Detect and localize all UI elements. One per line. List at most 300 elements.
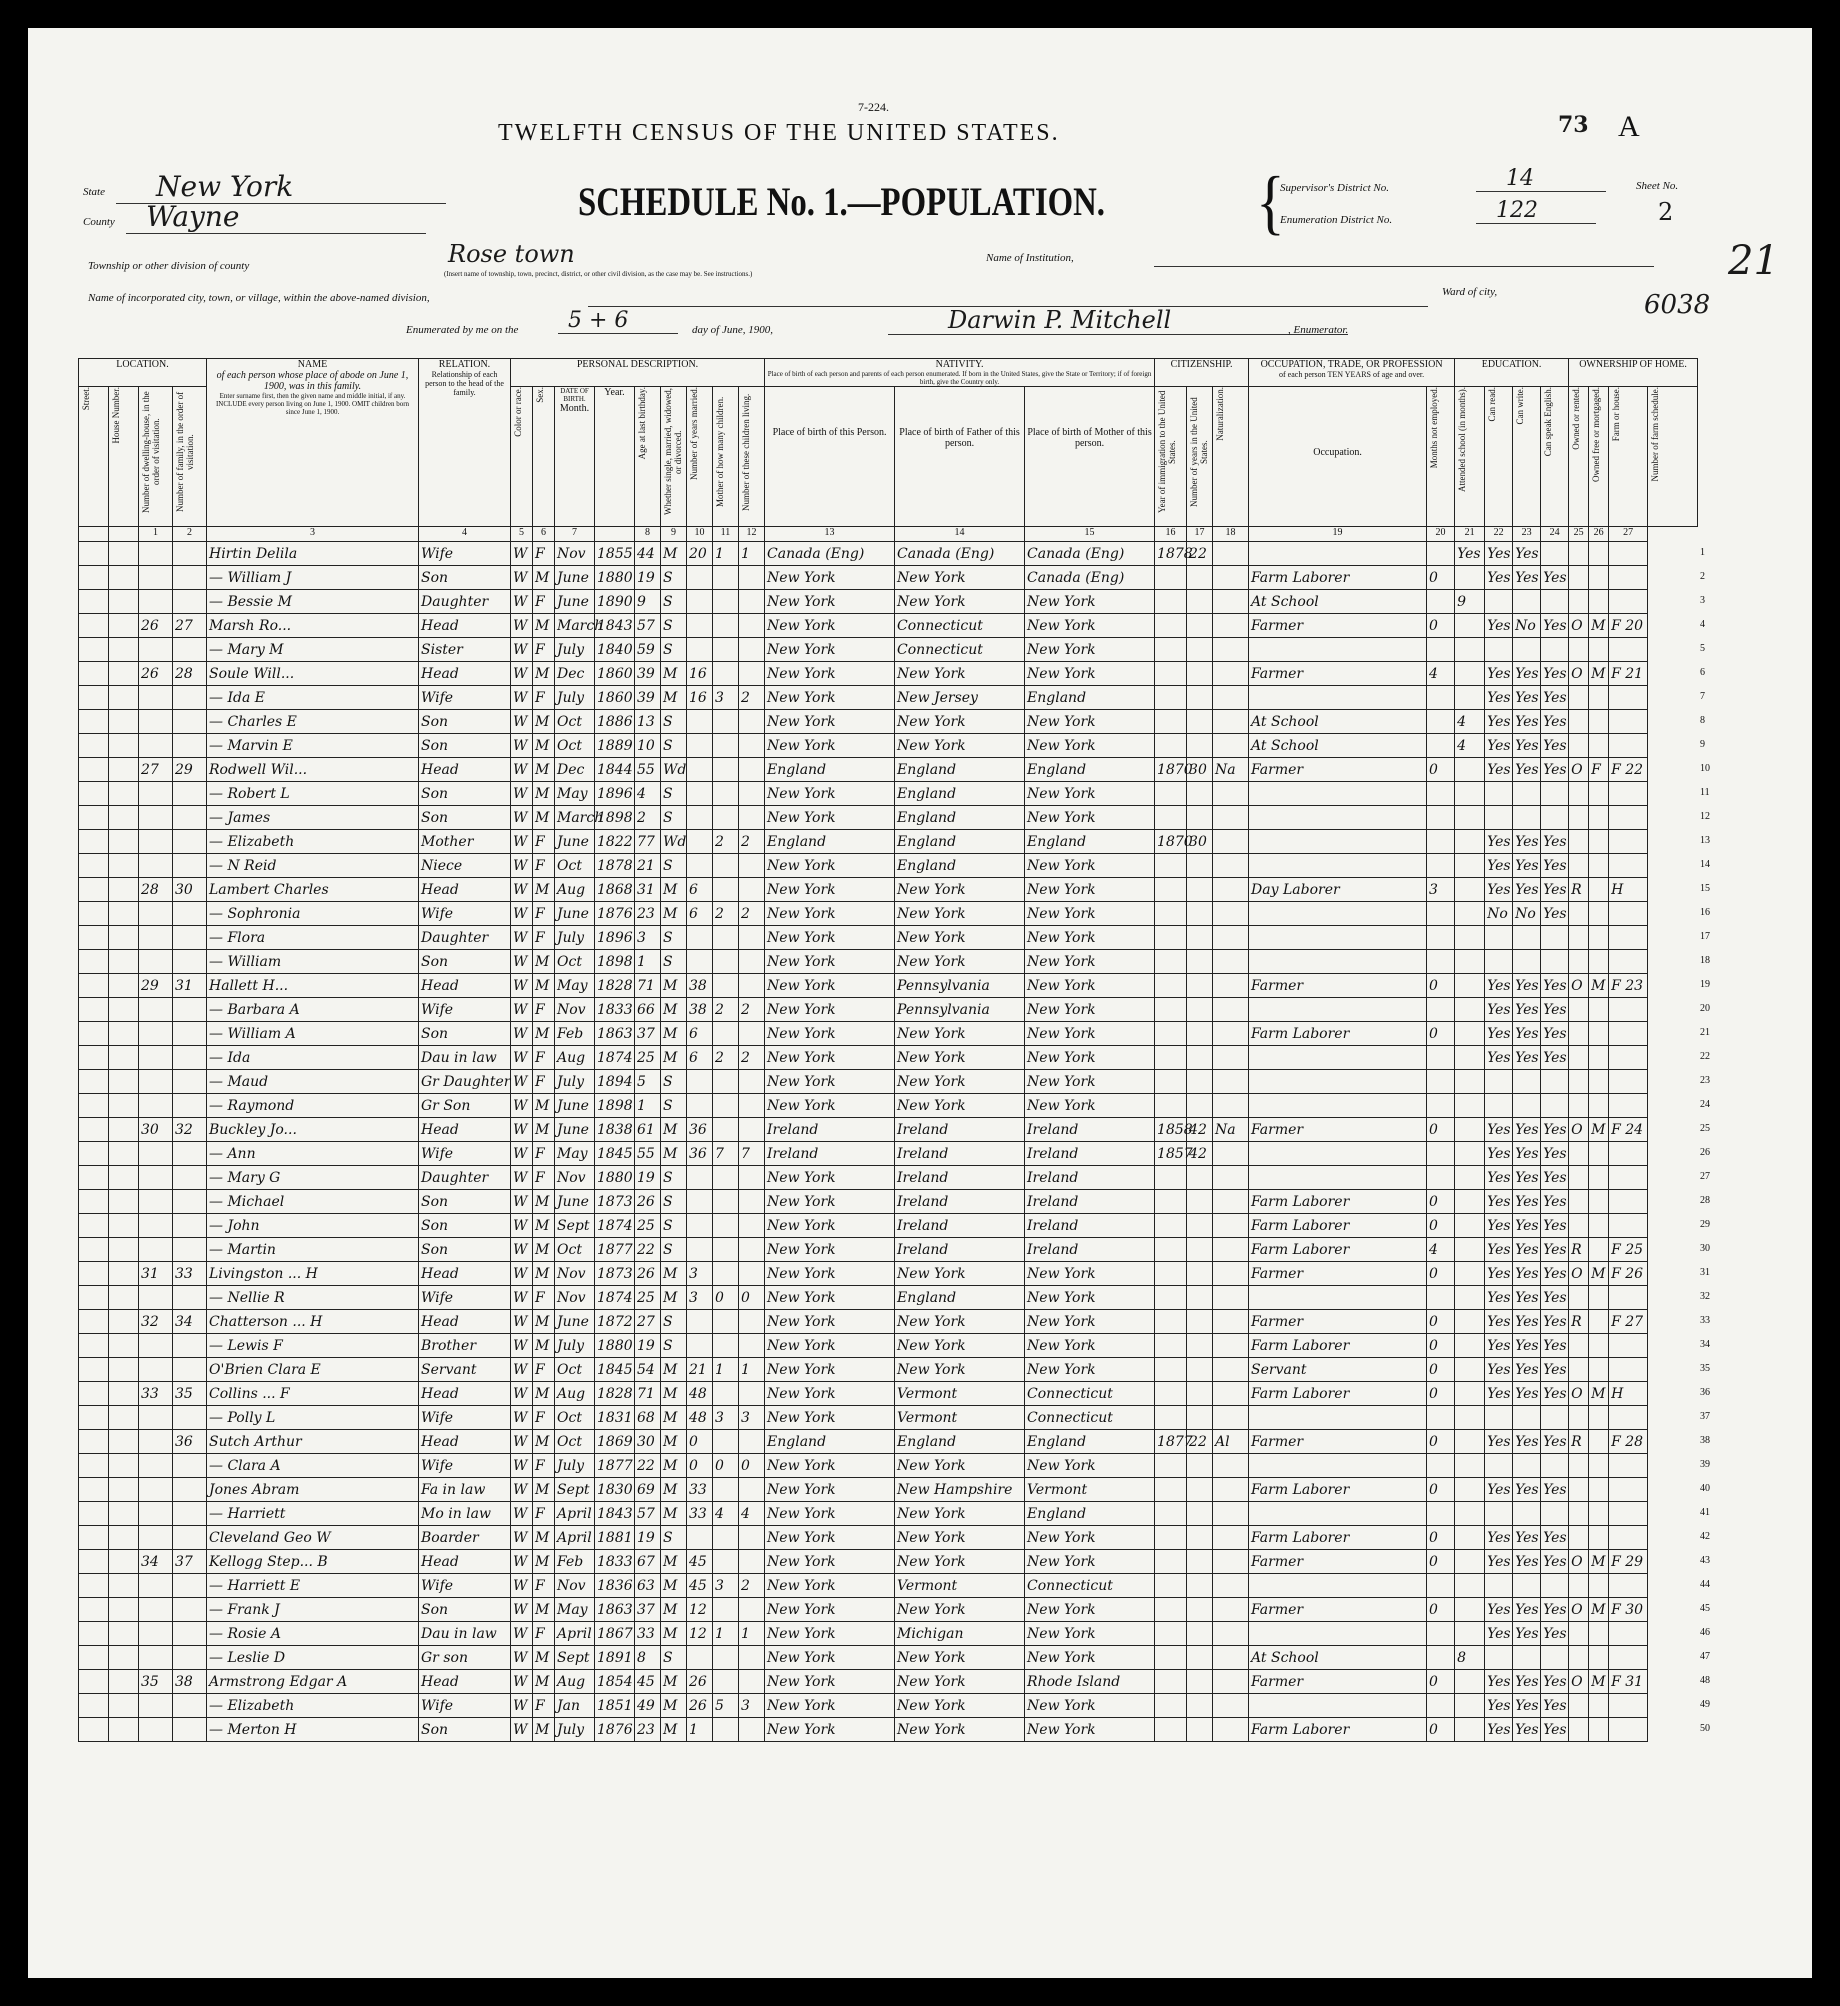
- birth-year-cell: 1843: [595, 614, 635, 638]
- color-cell: W: [511, 1286, 533, 1310]
- free-mortgaged-cell: [1589, 1286, 1609, 1310]
- township-note: (Insert name of township, town, precinct, district, or other civil division, as the case may be. See instructions.): [444, 270, 753, 278]
- age-cell: 13: [635, 710, 661, 734]
- dwelling-number-cell: [139, 1046, 173, 1070]
- owned-rented-cell: [1569, 566, 1589, 590]
- line-number: 5: [1700, 642, 1705, 654]
- years-in-us-cell: [1187, 1190, 1213, 1214]
- years-in-us-cell: [1187, 1166, 1213, 1190]
- occupation-cell: At School: [1249, 734, 1427, 758]
- naturalization-cell: [1213, 806, 1249, 830]
- immigration-year-cell: [1155, 1646, 1187, 1670]
- school-months-cell: [1455, 1070, 1485, 1094]
- relation-cell: Dau in law: [419, 1046, 511, 1070]
- line-number: 37: [1700, 1410, 1710, 1422]
- naturalization-cell: [1213, 1358, 1249, 1382]
- birth-month-cell: July: [555, 926, 595, 950]
- age-cell: 25: [635, 1046, 661, 1070]
- owned-rented-cell: O: [1569, 1550, 1589, 1574]
- table-row: [79, 1670, 1698, 1694]
- can-speak-english-cell: Yes: [1541, 1694, 1569, 1718]
- table-row: [79, 1526, 1698, 1550]
- family-number-cell: [173, 830, 207, 854]
- age-cell: 22: [635, 1454, 661, 1478]
- months-unemployed-cell: 0: [1427, 1526, 1455, 1550]
- free-mortgaged-cell: [1589, 1238, 1609, 1262]
- owned-rented-cell: [1569, 734, 1589, 758]
- name-cell: — Raymond: [207, 1094, 419, 1118]
- family-number-cell: [173, 1454, 207, 1478]
- street-cell: [79, 1334, 109, 1358]
- birthplace-mother-cell: New York: [1025, 782, 1155, 806]
- family-number-cell: [173, 1358, 207, 1382]
- house-number-cell: [109, 662, 139, 686]
- mother-of-cell: [713, 1478, 739, 1502]
- age-cell: 8: [635, 1646, 661, 1670]
- family-number-cell: [173, 734, 207, 758]
- column-number: 1: [139, 527, 173, 542]
- immigration-year-cell: [1155, 1622, 1187, 1646]
- owned-rented-cell: [1569, 1358, 1589, 1382]
- years-married-cell: 0: [687, 1430, 713, 1454]
- can-read-cell: [1485, 1454, 1513, 1478]
- name-cell: Rodwell Wil...: [207, 758, 419, 782]
- age-cell: 37: [635, 1022, 661, 1046]
- owned-rented-cell: [1569, 1022, 1589, 1046]
- table-row: [79, 1166, 1698, 1190]
- street-cell: [79, 1694, 109, 1718]
- column-number: 7: [555, 527, 595, 542]
- birth-year-cell: 1880: [595, 1334, 635, 1358]
- free-mortgaged-cell: [1589, 806, 1609, 830]
- birthplace-person-cell: Ireland: [765, 1118, 895, 1142]
- name-cell: Chatterson ... H: [207, 1310, 419, 1334]
- children-living-cell: [739, 758, 765, 782]
- age-cell: 71: [635, 1382, 661, 1406]
- mother-of-cell: [713, 782, 739, 806]
- occupation-note: of each person TEN YEARS of age and over.: [1279, 370, 1425, 379]
- schedule-title: SCHEDULE No. 1.—POPULATION.: [578, 179, 1105, 224]
- mother-of-cell: [713, 566, 739, 590]
- street-cell: [79, 1214, 109, 1238]
- years-in-us-cell: [1187, 974, 1213, 998]
- can-write-cell: Yes: [1513, 1670, 1541, 1694]
- birthplace-father-cell: England: [895, 1286, 1025, 1310]
- free-mortgaged-cell: [1589, 1526, 1609, 1550]
- years-in-us-cell: [1187, 1526, 1213, 1550]
- free-mortgaged-cell: [1589, 902, 1609, 926]
- column-number: 23: [1513, 527, 1541, 542]
- birth-year-cell: 1828: [595, 1382, 635, 1406]
- years-married-cell: [687, 1238, 713, 1262]
- birth-month-cell: Nov: [555, 1574, 595, 1598]
- occupation-cell: Farmer: [1249, 1598, 1427, 1622]
- mother-of-cell: [713, 662, 739, 686]
- name-cell: — Charles E: [207, 710, 419, 734]
- years-married-cell: 12: [687, 1598, 713, 1622]
- street-cell: [79, 1190, 109, 1214]
- color-cell: W: [511, 1310, 533, 1334]
- free-mortgaged-cell: [1589, 1502, 1609, 1526]
- can-speak-english-cell: [1541, 806, 1569, 830]
- years-in-us-cell: [1187, 1406, 1213, 1430]
- sex-cell: M: [533, 1598, 555, 1622]
- years-married-cell: 33: [687, 1478, 713, 1502]
- col-can-write: [1513, 387, 1541, 527]
- years-in-us-cell: [1187, 1094, 1213, 1118]
- can-read-cell: Yes: [1485, 686, 1513, 710]
- dwelling-number-cell: [139, 1358, 173, 1382]
- can-speak-english-cell: [1541, 542, 1569, 566]
- house-number-cell: [109, 998, 139, 1022]
- birth-year-cell: 1877: [595, 1238, 635, 1262]
- birthplace-father-cell: New York: [895, 1310, 1025, 1334]
- sex-cell: M: [533, 1214, 555, 1238]
- farm-schedule-cell: [1609, 542, 1648, 566]
- farm-schedule-cell: [1609, 782, 1648, 806]
- color-cell: W: [511, 1646, 533, 1670]
- can-speak-header: Can speak English.: [1543, 387, 1554, 457]
- can-read-cell: Yes: [1485, 974, 1513, 998]
- children-living-cell: 2: [739, 830, 765, 854]
- relation-cell: Mother: [419, 830, 511, 854]
- school-months-cell: [1455, 1598, 1485, 1622]
- line-number: 41: [1700, 1506, 1710, 1518]
- children-living-cell: [739, 1166, 765, 1190]
- house-number-cell: [109, 1118, 139, 1142]
- birthplace-mother-cell: England: [1025, 758, 1155, 782]
- birth-month-cell: Sept: [555, 1646, 595, 1670]
- can-read-cell: Yes: [1485, 998, 1513, 1022]
- name-note: Enter surname first, then the given name and middle initial, if any. INCLUDE every person living on June 1, 1900. OMIT children born since June 1, 1900.: [215, 392, 410, 416]
- farm-schedule-cell: [1609, 1694, 1648, 1718]
- dwelling-number-cell: [139, 806, 173, 830]
- birthplace-mother-cell: New York: [1025, 1646, 1155, 1670]
- mother-of-cell: [713, 1118, 739, 1142]
- relation-cell: Son: [419, 1022, 511, 1046]
- free-mortgaged-cell: [1589, 1046, 1609, 1070]
- color-cell: W: [511, 1070, 533, 1094]
- birthplace-father-cell: New Jersey: [895, 686, 1025, 710]
- immigration-year-cell: [1155, 1070, 1187, 1094]
- immigration-year-cell: [1155, 1406, 1187, 1430]
- table-row: [79, 782, 1698, 806]
- relation-cell: Daughter: [419, 1166, 511, 1190]
- birth-year-cell: 1876: [595, 902, 635, 926]
- table-row: [79, 854, 1698, 878]
- age-cell: 27: [635, 1310, 661, 1334]
- can-write-cell: No: [1513, 614, 1541, 638]
- occupation-header: Occupation.: [1313, 447, 1362, 458]
- naturalization-cell: [1213, 710, 1249, 734]
- line-number: 36: [1700, 1386, 1710, 1398]
- birth-year-cell: 1868: [595, 878, 635, 902]
- years-in-us-cell: [1187, 590, 1213, 614]
- family-number-cell: [173, 1022, 207, 1046]
- col-attended-school: [1455, 387, 1485, 527]
- color-cell: W: [511, 1166, 533, 1190]
- family-number-cell: [173, 686, 207, 710]
- months-unemployed-cell: 0: [1427, 1718, 1455, 1742]
- owned-rented-cell: [1569, 1286, 1589, 1310]
- mother-of-cell: [713, 974, 739, 998]
- owned-rented-cell: [1569, 1166, 1589, 1190]
- house-number-cell: [109, 1646, 139, 1670]
- owned-rented-cell: [1569, 782, 1589, 806]
- age-cell: 57: [635, 1502, 661, 1526]
- can-write-cell: Yes: [1513, 1622, 1541, 1646]
- relation-cell: Daughter: [419, 926, 511, 950]
- birthplace-mother-cell: New York: [1025, 902, 1155, 926]
- free-mortgaged-cell: [1589, 590, 1609, 614]
- immigration-year-cell: [1155, 1454, 1187, 1478]
- birth-year-cell: 1876: [595, 1718, 635, 1742]
- years-married-cell: 38: [687, 974, 713, 998]
- years-married-cell: [687, 638, 713, 662]
- school-months-cell: [1455, 1334, 1485, 1358]
- street-cell: [79, 974, 109, 998]
- owned-rented-cell: [1569, 1526, 1589, 1550]
- line-number: 3: [1700, 594, 1705, 606]
- name-cell: Livingston ... H: [207, 1262, 419, 1286]
- can-speak-english-cell: [1541, 1070, 1569, 1094]
- birthplace-mother-cell: Ireland: [1025, 1214, 1155, 1238]
- birthplace-person-cell: New York: [765, 1646, 895, 1670]
- can-read-cell: Yes: [1485, 1358, 1513, 1382]
- table-row: [79, 542, 1698, 566]
- naturalization-cell: [1213, 1286, 1249, 1310]
- color-cell: W: [511, 806, 533, 830]
- street-cell: [79, 1310, 109, 1334]
- naturalization-cell: [1213, 902, 1249, 926]
- line-number: 28: [1700, 1194, 1710, 1206]
- family-number-cell: [173, 1598, 207, 1622]
- children-living-cell: [739, 950, 765, 974]
- naturalization-cell: [1213, 638, 1249, 662]
- family-number-cell: [173, 542, 207, 566]
- line-number: 45: [1700, 1602, 1710, 1614]
- birthplace-father-cell: New York: [895, 1670, 1025, 1694]
- can-read-cell: Yes: [1485, 878, 1513, 902]
- dwelling-number-cell: [139, 998, 173, 1022]
- can-speak-english-cell: Yes: [1541, 734, 1569, 758]
- birthplace-mother-cell: New York: [1025, 854, 1155, 878]
- years-in-us-cell: [1187, 1022, 1213, 1046]
- marital-status-cell: M: [661, 1046, 687, 1070]
- table-row: [79, 1598, 1698, 1622]
- can-write-cell: [1513, 1454, 1541, 1478]
- birthplace-father-cell: New York: [895, 902, 1025, 926]
- years-in-us-cell: [1187, 1646, 1213, 1670]
- occupation-cell: Farm Laborer: [1249, 1238, 1427, 1262]
- naturalization-cell: [1213, 1502, 1249, 1526]
- col-farm-schedule: [1648, 387, 1698, 527]
- column-number: 12: [739, 527, 765, 542]
- family-number-cell: [173, 1190, 207, 1214]
- months-unemployed-cell: [1427, 542, 1455, 566]
- sex-cell: M: [533, 1550, 555, 1574]
- marital-status-cell: S: [661, 950, 687, 974]
- years-married-cell: [687, 566, 713, 590]
- marital-status-cell: S: [661, 638, 687, 662]
- dwelling-number-cell: [139, 1334, 173, 1358]
- owned-rented-cell: [1569, 710, 1589, 734]
- table-row: [79, 1358, 1698, 1382]
- can-write-cell: Yes: [1513, 1262, 1541, 1286]
- can-read-cell: Yes: [1485, 1694, 1513, 1718]
- relation-cell: Fa in law: [419, 1478, 511, 1502]
- farm-schedule-cell: [1609, 950, 1648, 974]
- house-number-cell: [109, 1166, 139, 1190]
- years-in-us-cell: [1187, 1574, 1213, 1598]
- years-in-us-cell: 30: [1187, 830, 1213, 854]
- birthplace-father-cell: New York: [895, 1358, 1025, 1382]
- dwelling-number-cell: [139, 782, 173, 806]
- can-write-cell: No: [1513, 902, 1541, 926]
- birth-father-header: Place of birth of Father of this person.: [899, 427, 1020, 449]
- birthplace-father-cell: England: [895, 758, 1025, 782]
- years-in-us-cell: [1187, 1334, 1213, 1358]
- family-number-cell: [173, 1694, 207, 1718]
- line-number: 17: [1700, 930, 1710, 942]
- years-married-cell: [687, 1310, 713, 1334]
- birthplace-mother-cell: New York: [1025, 1694, 1155, 1718]
- name-cell: — Elizabeth: [207, 1694, 419, 1718]
- relation-cell: Head: [419, 1670, 511, 1694]
- house-number-cell: [109, 1094, 139, 1118]
- birth-year-cell: 1822: [595, 830, 635, 854]
- years-in-us-cell: [1187, 1070, 1213, 1094]
- birthplace-mother-cell: Canada (Eng): [1025, 566, 1155, 590]
- birth-month-cell: Dec: [555, 758, 595, 782]
- free-mortgaged-cell: [1589, 542, 1609, 566]
- mother-of-cell: [713, 950, 739, 974]
- mother-of-cell: [713, 1430, 739, 1454]
- house-number-cell: [109, 950, 139, 974]
- house-number-cell: [109, 1262, 139, 1286]
- free-mortgaged-cell: [1589, 734, 1609, 758]
- owned-rented-cell: [1569, 902, 1589, 926]
- birth-year-cell: 1886: [595, 710, 635, 734]
- years-in-us-cell: [1187, 1718, 1213, 1742]
- naturalization-cell: [1213, 950, 1249, 974]
- column-number: 15: [1025, 527, 1155, 542]
- farm-schedule-cell: [1609, 1574, 1648, 1598]
- sex-cell: M: [533, 1646, 555, 1670]
- name-cell: — James: [207, 806, 419, 830]
- birth-month-cell: June: [555, 590, 595, 614]
- birth-year-cell: 1896: [595, 926, 635, 950]
- page-number: 73: [1558, 112, 1589, 138]
- owned-rented-cell: [1569, 1094, 1589, 1118]
- marital-status-cell: M: [661, 1286, 687, 1310]
- years-married-cell: 1: [687, 1718, 713, 1742]
- birthplace-person-cell: New York: [765, 614, 895, 638]
- house-number-cell: [109, 1550, 139, 1574]
- children-living-cell: [739, 1646, 765, 1670]
- sex-cell: M: [533, 1190, 555, 1214]
- house-number-cell: [109, 1214, 139, 1238]
- farm-schedule-cell: F 24: [1609, 1118, 1648, 1142]
- school-months-cell: [1455, 1022, 1485, 1046]
- birth-year-cell: 1831: [595, 1406, 635, 1430]
- months-unemployed-cell: [1427, 854, 1455, 878]
- children-living-cell: 1: [739, 1358, 765, 1382]
- school-months-cell: [1455, 1262, 1485, 1286]
- can-write-cell: Yes: [1513, 1022, 1541, 1046]
- years-married-cell: [687, 614, 713, 638]
- occupation-cell: [1249, 686, 1427, 710]
- age-cell: 30: [635, 1430, 661, 1454]
- farm-schedule-cell: [1609, 830, 1648, 854]
- marital-status-cell: S: [661, 1214, 687, 1238]
- marital-status-cell: S: [661, 1070, 687, 1094]
- relation-cell: Boarder: [419, 1526, 511, 1550]
- col-years-in-us: [1187, 387, 1213, 527]
- family-number-cell: [173, 1070, 207, 1094]
- table-row: [79, 830, 1698, 854]
- can-write-cell: [1513, 1646, 1541, 1670]
- months-unemployed-cell: [1427, 1694, 1455, 1718]
- can-speak-english-cell: Yes: [1541, 878, 1569, 902]
- name-cell: Kellogg Step... B: [207, 1550, 419, 1574]
- can-read-cell: Yes: [1485, 1262, 1513, 1286]
- immigration-year-cell: [1155, 1550, 1187, 1574]
- can-write-cell: Yes: [1513, 1166, 1541, 1190]
- relation-cell: Head: [419, 1310, 511, 1334]
- house-number-cell: [109, 902, 139, 926]
- col-years-married: [687, 387, 713, 527]
- marital-status-cell: M: [661, 1718, 687, 1742]
- col-free-mortgaged: [1589, 387, 1609, 527]
- color-cell: W: [511, 1118, 533, 1142]
- line-number: 18: [1700, 954, 1710, 966]
- can-speak-english-cell: [1541, 1454, 1569, 1478]
- years-married-cell: 45: [687, 1550, 713, 1574]
- house-number-cell: [109, 1454, 139, 1478]
- family-number-cell: 28: [173, 662, 207, 686]
- street-cell: [79, 782, 109, 806]
- marital-status-cell: M: [661, 1694, 687, 1718]
- can-write-cell: Yes: [1513, 854, 1541, 878]
- street-cell: [79, 1286, 109, 1310]
- years-in-us-cell: [1187, 1694, 1213, 1718]
- years-in-us-cell: [1187, 1478, 1213, 1502]
- line-number: 9: [1700, 738, 1705, 750]
- occupation-cell: Farmer: [1249, 662, 1427, 686]
- months-unemployed-cell: 0: [1427, 1358, 1455, 1382]
- school-months-cell: [1455, 686, 1485, 710]
- birthplace-mother-cell: Ireland: [1025, 1118, 1155, 1142]
- years-married-cell: [687, 1646, 713, 1670]
- group-name: [207, 359, 419, 527]
- birthplace-father-cell: England: [895, 782, 1025, 806]
- sex-cell: F: [533, 1622, 555, 1646]
- relation-cell: Sister: [419, 638, 511, 662]
- free-mortgaged-cell: [1589, 1406, 1609, 1430]
- family-number-cell: [173, 902, 207, 926]
- header-brace: {: [1256, 162, 1285, 242]
- col-children-living: [739, 387, 765, 527]
- birthplace-person-cell: New York: [765, 878, 895, 902]
- years-in-us-cell: [1187, 1046, 1213, 1070]
- street-cell: [79, 1478, 109, 1502]
- color-cell: W: [511, 1430, 533, 1454]
- birthplace-father-cell: Vermont: [895, 1574, 1025, 1598]
- mother-of-cell: [713, 1382, 739, 1406]
- months-unemployed-cell: [1427, 830, 1455, 854]
- name-cell: O'Brien Clara E: [207, 1358, 419, 1382]
